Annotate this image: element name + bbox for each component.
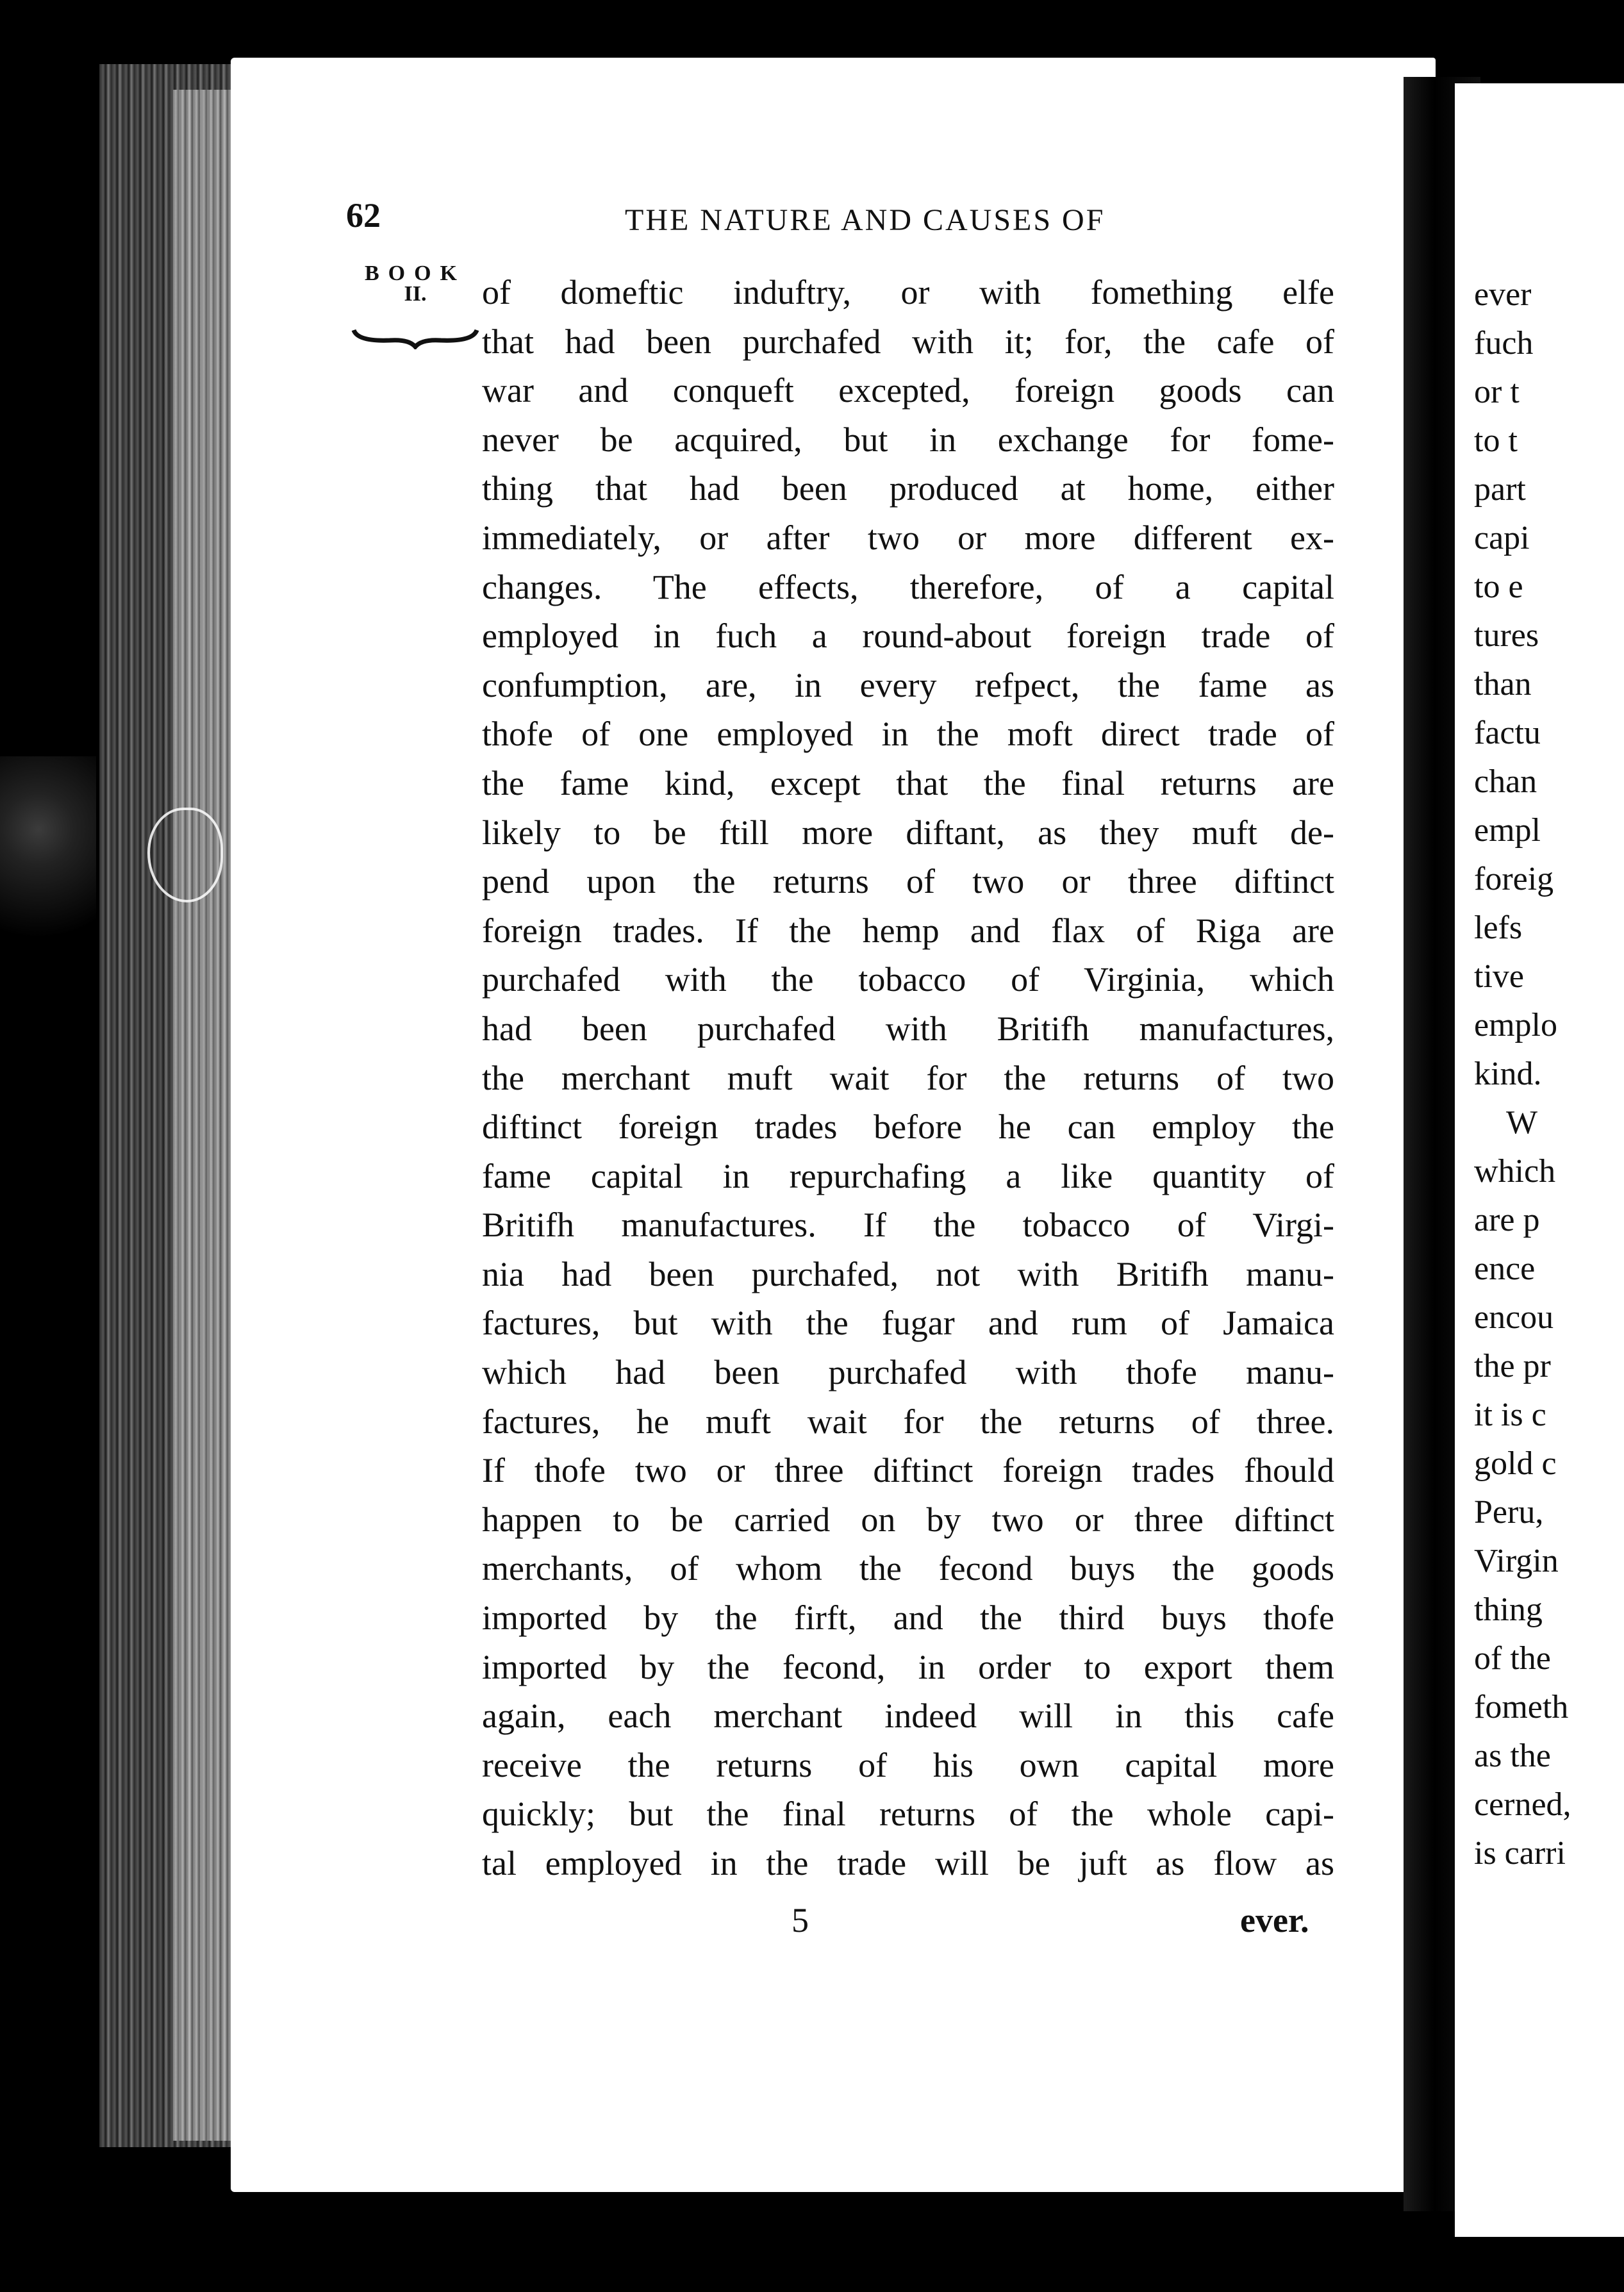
text-line: quickly; but the final returns of the whole capi-: [482, 1795, 1334, 1834]
text-line: confumption, are, in every refpect, the fame as: [482, 665, 1334, 704]
right-page-line: fometh: [1474, 1689, 1569, 1725]
right-page-line: Virgin: [1474, 1543, 1559, 1579]
text-line: thofe of one employed in the moft direct trade of: [482, 715, 1334, 754]
text-line: pend upon the returns of two or three diftinct: [482, 862, 1334, 901]
right-page-line: tures: [1474, 617, 1539, 654]
text-line: employed in fuch a round-about foreign trade of: [482, 617, 1334, 656]
catchword: ever.: [1240, 1901, 1309, 1939]
right-page-line: cerned,: [1474, 1786, 1571, 1823]
text-line: thing that had been produced at home, either: [482, 469, 1334, 508]
text-line: factures, he muft wait for the returns of three.: [482, 1402, 1334, 1441]
page-edges: [173, 90, 231, 2141]
text-line: likely to be ftill more diftant, as they muft de-: [482, 813, 1334, 852]
brace-ornament: [351, 324, 479, 349]
text-line: nia had been purchafed, not with Britifh manu-: [482, 1254, 1334, 1293]
text-line: receive the returns of his own capital more: [482, 1745, 1334, 1784]
right-page-line: W: [1506, 1104, 1538, 1141]
text-line: changes. The effects, therefore, of a capital: [482, 567, 1334, 606]
text-line: purchafed with the tobacco of Virginia, which: [482, 960, 1334, 999]
text-line: of domeftic induftry, or with fomething elfe: [482, 273, 1334, 311]
right-page-line: ence: [1474, 1250, 1536, 1287]
text-line: factures, but with the fugar and rum of Jamaica: [482, 1304, 1334, 1343]
right-page-line: fuch: [1474, 325, 1534, 361]
thumbprint-mark: [147, 808, 223, 902]
scan-artifact: [0, 756, 96, 1000]
right-page-line: as the: [1474, 1738, 1551, 1774]
right-page-line: than: [1474, 666, 1532, 702]
text-line: had been purchafed with Britifh manufactures,: [482, 1009, 1334, 1048]
text-line: fame capital in repurchafing a like quantity of: [482, 1156, 1334, 1195]
text-line: the merchant muft wait for the returns of two: [482, 1058, 1334, 1097]
book-label: BOOK: [364, 262, 467, 285]
text-line: imported by the fecond, in order to export them: [482, 1647, 1334, 1686]
text-line: happen to be carried on by two or three diftinct: [482, 1500, 1334, 1539]
right-page-line: factu: [1474, 715, 1541, 751]
right-page-line: capi: [1474, 520, 1530, 556]
right-page-line: lefs: [1474, 909, 1523, 946]
text-line: immediately, or after two or more different ex-: [482, 518, 1334, 557]
right-page-line: Peru,: [1474, 1494, 1544, 1531]
right-page-line: thing: [1474, 1591, 1543, 1628]
text-line: merchants, of whom the fecond buys the goods: [482, 1549, 1334, 1588]
right-page-line: gold c: [1474, 1445, 1557, 1482]
right-page-line: empl: [1474, 812, 1541, 849]
right-page-line: the pr: [1474, 1348, 1551, 1384]
right-page-line: of the: [1474, 1640, 1551, 1677]
right-page-line: to e: [1474, 569, 1523, 605]
right-page-line: foreig: [1474, 861, 1554, 897]
text-line: diftinct foreign trades before he can employ the: [482, 1108, 1334, 1147]
book-margin-note: [351, 262, 479, 306]
text-line: again, each merchant indeed will in this cafe: [482, 1697, 1334, 1736]
book-number: II.: [404, 282, 427, 306]
page-number: 62: [346, 196, 381, 235]
right-page-line: is carri: [1474, 1835, 1566, 1872]
right-page-line: ever: [1474, 276, 1532, 313]
text-line: never be acquired, but in exchange for fome-: [482, 420, 1334, 459]
right-page-line: which: [1474, 1153, 1556, 1190]
body-text: [482, 268, 1334, 1888]
text-line: that had been purchafed with it; for, the cafe of: [482, 322, 1334, 361]
text-line: war and conqueft excepted, foreign goods can: [482, 371, 1334, 410]
text-line: tal employed in the trade will be juft as flow as: [482, 1844, 1334, 1882]
text-line: If thofe two or three diftinct foreign trades fhould: [482, 1451, 1334, 1490]
text-line: Britifh manufactures. If the tobacco of Virgi-: [482, 1206, 1334, 1245]
right-page-line: it is c: [1474, 1397, 1546, 1433]
right-page-line: emplo: [1474, 1007, 1557, 1043]
right-page-line: to t: [1474, 422, 1518, 459]
right-page-line: tive: [1474, 958, 1524, 995]
running-head: THE NATURE AND CAUSES OF: [625, 203, 1106, 237]
text-line: the fame kind, except that the final returns are: [482, 763, 1334, 802]
right-page-line: part: [1474, 471, 1526, 508]
text-line: foreign trades. If the hemp and flax of Riga are: [482, 911, 1334, 950]
right-page-line: are p: [1474, 1202, 1540, 1238]
right-page-line: encou: [1474, 1299, 1554, 1336]
text-line: imported by the firft, and the third buys thofe: [482, 1599, 1334, 1638]
text-line: which had been purchafed with thofe manu-: [482, 1353, 1334, 1392]
right-page-line: or t: [1474, 374, 1520, 410]
signature-mark: 5: [791, 1901, 809, 1939]
right-page-line: kind.: [1474, 1056, 1542, 1092]
right-page-line: chan: [1474, 763, 1537, 800]
